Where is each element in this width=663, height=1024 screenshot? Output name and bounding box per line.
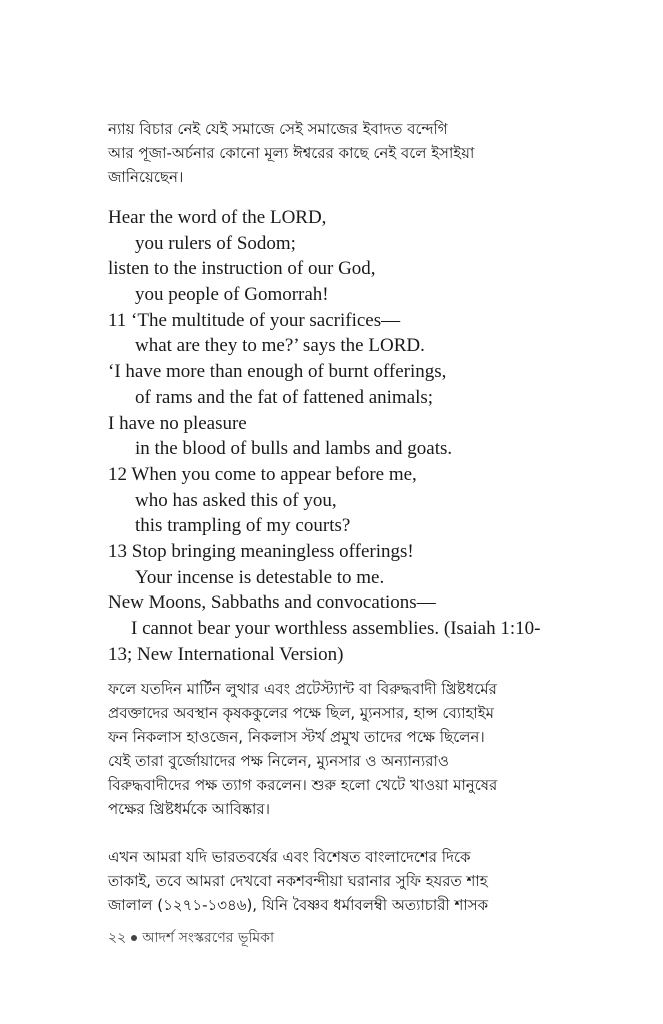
- body-paragraph: [108, 677, 558, 821]
- verse-line: 12 When you come to appear before me,: [108, 463, 417, 485]
- page-footer: [108, 926, 274, 950]
- text-line: যেই তারা বুর্জোয়াদের পক্ষ নিলেন, ম্যুনসার ও অন্যান্যরাও: [108, 752, 449, 770]
- verse-line: 13 Stop bringing meaningless offerings!: [108, 540, 414, 562]
- text-line: ফলে যতদিন মার্টিন লুথার এবং প্রটেস্ট্যান্ট বা বিরুদ্ধবাদী খ্রিষ্টধর্মের: [108, 680, 497, 698]
- verse-line: of rams and the fat of fattened animals;: [135, 386, 434, 408]
- verse-line: I cannot bear your worthless assemblies. (Isaiah 1:10-: [131, 618, 541, 639]
- verse-line: what are they to me?’ says the LORD.: [135, 335, 425, 357]
- verse-line: 11 ‘The multitude of your sacrifices—: [108, 309, 401, 331]
- bullet-icon: [131, 935, 137, 941]
- verse-line: who has asked this of you,: [135, 489, 337, 511]
- verse-line: listen to the instruction of our God,: [108, 258, 376, 280]
- verse-line: 13; New International Version): [108, 643, 344, 665]
- intro-paragraph: [108, 117, 558, 189]
- running-title: আদর্শ সংস্করণের ভূমিকা: [142, 930, 275, 946]
- book-page: [108, 0, 558, 1024]
- scripture-quote: [108, 205, 578, 667]
- verse-line: Hear the word of the LORD,: [108, 207, 327, 228]
- verse-line: this trampling of my courts?: [135, 515, 351, 537]
- verse-line: you people of Gomorrah!: [135, 284, 329, 306]
- text-line: জানিয়েছেন।: [108, 168, 184, 186]
- verse-line: New Moons, Sabbaths and convocations—: [108, 592, 436, 614]
- body-paragraph: [108, 845, 558, 917]
- text-line: পক্ষের খ্রিষ্টধর্মকে আবিষ্কার।: [108, 800, 270, 818]
- text-line: প্রবক্তাদের অবস্থান কৃষককুলের পক্ষে ছিল, ম্যুনসার, হান্স ব্যোহাইম: [108, 704, 494, 722]
- text-line: আর পূজা-অর্চনার কোনো মূল্য ঈশ্বরের কাছে নেই বলে ইসাইয়া: [108, 144, 475, 162]
- verse-line: ‘I have more than enough of burnt offerings,: [108, 361, 447, 383]
- text-line: বিরুদ্ধবাদীদের পক্ষ ত্যাগ করলেন। শুরু হলো খেটে খাওয়া মানুষের: [108, 776, 498, 794]
- text-line: ফন নিকলাস হাওজেন, নিকলাস স্টর্খ প্রমুখ তাদের পক্ষে ছিলেন।: [108, 728, 485, 746]
- verse-line: you rulers of Sodom;: [135, 232, 296, 254]
- text-line: ন্যায় বিচার নেই যেই সমাজে সেই সমাজের ইবাদত বন্দেগি: [108, 120, 448, 138]
- verse-line: Your incense is detestable to me.: [135, 566, 385, 588]
- text-line: জালাল (১২৭১-১৩৪৬), যিনি বৈষ্ণব ধর্মাবলম্বী অত্যাচারী শাসক: [108, 896, 489, 914]
- text-line: এখন আমরা যদি ভারতবর্ষের এবং বিশেষত বাংলাদেশের দিকে: [108, 848, 471, 866]
- text-line: তাকাই, তবে আমরা দেখবো নকশবন্দীয়া ঘরানার সুফি হযরত শাহ: [108, 872, 488, 890]
- verse-line: in the blood of bulls and lambs and goats.: [135, 438, 453, 460]
- page-number: ২২: [108, 930, 127, 946]
- verse-line: I have no pleasure: [108, 412, 247, 434]
